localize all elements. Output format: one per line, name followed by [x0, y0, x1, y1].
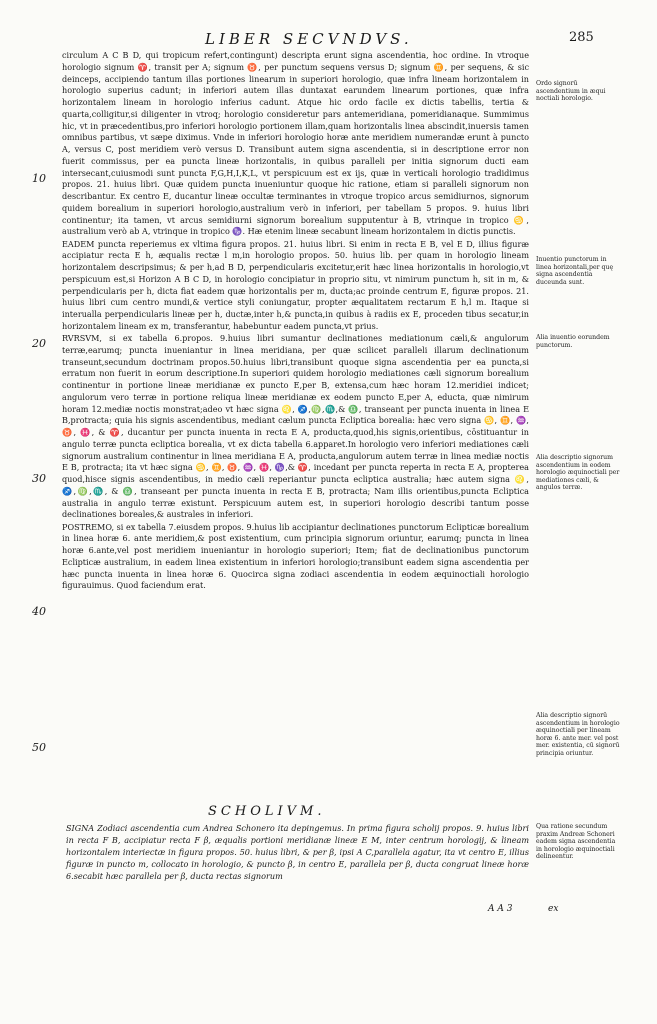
paragraph-1: circulum A C B D, qui tropicum refert,contingunt) descripta erunt signa ascendentia, hoc ordine. In vtroque horologio signum ♈, transit per A; signum ♉, per punctum sequens versus D; signum ♊, per sequens, & sic deinceps, accipiendo tantum illas portiones linearum in superiori horologio, quæ infra lineam horizontalem in horologio superius cadunt; in inferiori autem illas duntaxat earundem linearum portiones, quæ infra horizontalem lineam in horologio inferius cadunt. Atque hic ordo facile ex dictis tabellis, tertia & quarta,colligitur,si diligenter in vtroq; horologio consideretur pars antemeridiana, pomeridianaque. Summimus hic, vt in præcedentibus,pro inferiori horologio portionem illam,quam horizontalis linea abscindit,inuersis tamen omnibus partibus, vt sæpe diximus. Vnde in inferiori horologio horæ ante meridiem numerandæ erunt à puncto A, versus C, post meridiem verò versus D. Transibunt autem signa ascendentia, si in descriptione error non fuerit commissus, per ea puncta lineæ horizontalis, in quibus paralleli per initia signorum ducti eam intersecant,cuiusmodi sunt puncta F,G,H,I,K,L, vt perspicuum est ex ijs, quæ in verticali horologio tradidimus propos. 21. huius libri. Quæ quidem puncta inueniuntur quoque hic ratione, etiam si paralleli signorum non describantur. Ex centro E, ducantur lineæ occultæ terminantes in vtroque tropico arcus semidiurnos, signorum quidem borealium in superiori horologio,australium verò in inferiori, per tabellam 5 propos. 9. huius libri continentur; ita tamen, vt arcus semidiurni signorum borealium supputentur à B, vtrinque in tropico ♋, australium verò ab A, vtrinque in tropico ♑. Hæ etenim lineæ secabunt lineam horizontalem in dictis punctis.	[62, 50, 529, 237]
main-text	[62, 50, 529, 592]
running-head: LIBER SECVNDVS.	[205, 30, 413, 48]
marginal-note-6: Qua ratione secundum praxim Andreæ Schoneri eadem signa ascendentia in horologio æquinoctiali delineentur.	[536, 823, 616, 861]
scholium-text: SIGNA Zodiaci ascendentia cum Andrea Schonero ita depingemus. In prima figura scholij propos. 9. huius libri in recta F B, accipiatur recta F β, æqualis portioni meridianæ lineæ E M, inter centrum horologij, & lineam horizontalem interiectæ in figura propos. 50. huius libri, & per β, ipsi A C,parallela agatur, ita vt centro E, illius figuræ in puncto m, collocato in horologio, & puncto β, in centro E, parallela per β, ducta congruat lineæ horæ 6.secabit hæc parallela per β, ducta rectas signorum	[66, 823, 529, 881]
marginal-note-4: Alia descriptio signorum ascendentium in eodem horologio æquinoctiali per mediationes cæli, & angulos terræ.	[536, 454, 620, 492]
page-number: 285	[569, 30, 594, 45]
paragraph-2: EADEM puncta reperiemus ex vltima figura propos. 21. huius libri. Si enim in recta E B, vel E D, illius figuræ accipiatur recta E h, æqualis rectæ l m,in horologio propos. 50. huius lib. per quam in horologio lineam horizontalem descripsimus; & per h,ad B D, perpendicularis excitetur,erit hæc linea horizontalis in horologio,vt perspicuum est,si Horizon A B C D, in horologio concipiatur in proprio situ, vt nimirum punctum h, sit in m, & perpendicularis per h, dicta fiat eadem quæ horizontalis per m, ducta;ac proinde centrum E, figuræ propos. 21. huius libri cum centro mundi,& vertice styli coniungatur, propter æqualitatem rectarum E h,l m. Itaque si interualla perpendicularis lineæ per h, ductæ,inter h,& puncta,in quibus à radiis ex E, proceden tibus secatur,in horizontalem lineam ex m, transferantur, habebuntur eadem puncta,vt prius.	[62, 238, 529, 331]
line-number-40: 40	[32, 605, 46, 618]
catchword: ex	[548, 904, 559, 914]
line-number-10: 10	[32, 172, 46, 185]
line-number-50: 50	[32, 741, 46, 754]
marginal-note-1: Ordo signorū ascendentium in æqui noctiali horologio.	[536, 80, 606, 103]
line-number-30: 30	[32, 472, 46, 485]
scholium-heading: SCHOLIVM.	[208, 804, 326, 819]
marginal-note-3: Alia inuentio eorundem punctorum.	[536, 334, 610, 349]
signature-mark: A A 3	[488, 904, 513, 914]
paragraph-3: RVRSVM, si ex tabella 6.propos. 9.huius libri sumantur declinationes mediationum cæli,& angulorum terræ,earumq; puncta inueniantur in linea meridiana, per quæ scilicet paralleli illarum declinationum transeunt,secundum doctrinam propos.50.huius libri,transibunt quoque signa ascendentia per ea puncta,si erratum non fuerit in eorum descriptione.In superiori quidem horologio mediationes cæli signorum borealium continentur in portione lineæ meridianæ ex puncto E,per B, extensa,cum hæc horam 12.meridiei indicet; angulorum vero terræ in portione reliqua lineæ meridianæ ex eodem puncto E,per A, educta, quæ nimirum horam 12.mediæ noctis monstrat;adeo vt hæc signa ♌, ♐,♍,♏,& ♎, transeant per puncta inuenta in linea E B,protracta; quia his signis ascendentibus, mediant cælum puncta Ecliptica borealia: hæc vero signa ♋, ♊, ♒, ♉, ♓, & ♈, ducantur per puncta inuenta in recta E A, producta,quod,his signis,orientibus, cōstituantur in angulo terræ puncta ecliptica borealia, vt ex dicta tabella 6.apparet.In horologio vero inferiori mediationes cæli signorum australium continentur in linea meridiana E A, producta,angulorum autem terræ in linea mediæ noctis E B, protracta; ita vt hæc signa ♋, ♊, ♉, ♒, ♓, ♑,& ♈, incedant per puncta reperta in recta E A, propterea quod,hisce signis ascendentibus, in medio cæli reperiantur puncta ecliptica australia; hæc autem signa ♌, ♐,♍,♏, & ♎, transeant per puncta inuenta in recta E B, protracta; Nam illis orientibus,puncta Ecliptica australia in angulo terræ existunt. Perspicuum autem est, in superiori horologio describi tantum posse declinationes boreales,& australes in inferiori.	[62, 333, 529, 520]
paragraph-4: POSTREMO, si ex tabella 7.eiusdem propos. 9.huius lib accipiantur declinationes punctorum Eclipticæ borealium in linea horæ 6. ante meridiem,& post existentium, cum principia signorum oriuntur, earumq; puncta in linea horæ 6.ante,vel post meridiem inueniantur in horologio superiori; Item; fiat de declinationibus punctorum Eclipticæ australium, in eadem linea existentium in inferiori horologio;transibunt eadem signa ascendentia per hæc puncta inuenta in linea horæ 6. Quocirca signa zodiaci ascendentia in eodem æquinoctiali horologio figurauimus. Quod faciendum erat.	[62, 521, 529, 591]
line-number-20: 20	[32, 337, 46, 350]
marginal-note-5: Alia descriptio signorū ascendentium in horologio æquinoctiali per lineam horæ 6. ante mer. vel post mer. existentia, cū signorū principia oriuntur.	[536, 712, 620, 757]
marginal-note-2: Inuentio punctorum in linea horizontali,per quę signa ascendentia duceunda sunt.	[536, 256, 614, 286]
